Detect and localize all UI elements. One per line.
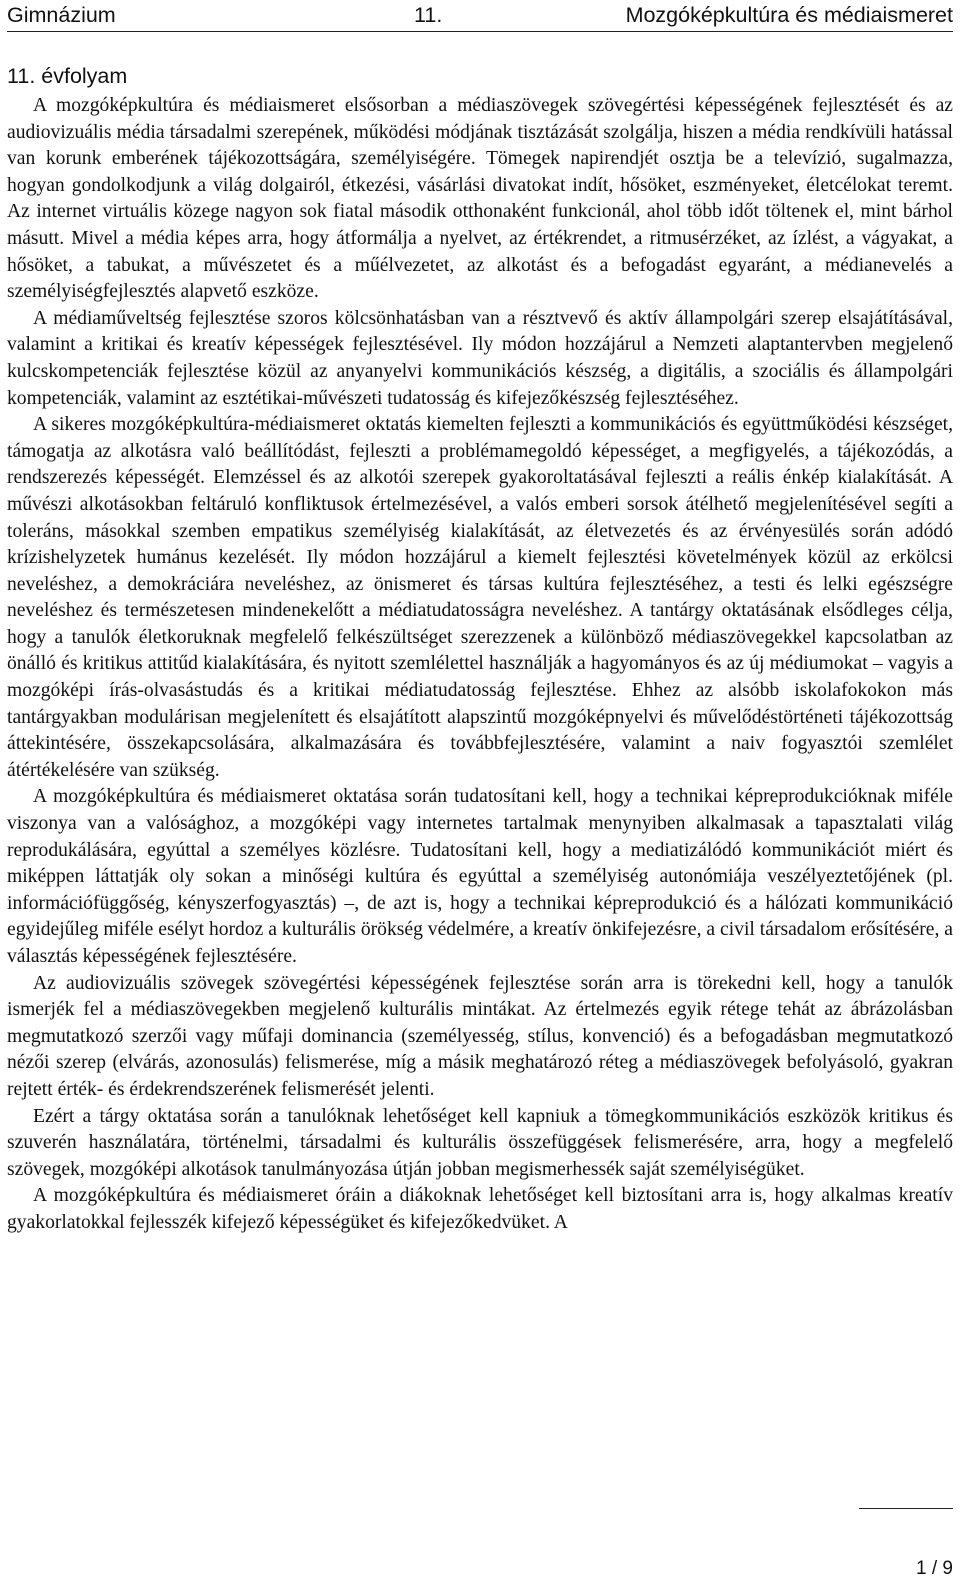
section-heading: 11. évfolyam [7, 64, 128, 88]
page-number: 1 / 9 [916, 1558, 953, 1579]
body-text [7, 93, 953, 1237]
paragraph-media-literacy: A médiaműveltség fejlesztése szoros kölcsönhatásban van a résztvevő és aktív állampolgári szerep elsajátításával, valamint a kritikai és kreatív képességek fejlesztésével. Ily módon hozzájárul a Nemzeti alaptantervben megjelenő kulcskompetenciák fejlesztése közül az anyanyelvi kommunikációs készség, a digitális, a szociális és állampolgári kompetenciák, valamint az esztétikai-művészeti tudatosság és kifejezőkészség fejlesztéséhez. [7, 307, 953, 409]
footer-divider [859, 1508, 953, 1509]
header-school-type: Gimnázium [7, 3, 116, 27]
document-page [7, 0, 953, 1588]
paragraph-teaching-goals: A sikeres mozgóképkultúra-médiaismeret oktatás kiemelten fejleszti a kommunikációs és együttműködési készséget, támogatja az alkotásra való beállítódást, fejleszti a problémamegoldó képességet, a megfigyelés, a tájékozódás, a rendszerezés képességét. Elemzéssel és az alkotói szerepek gyakoroltatásával fejleszti a reális énkép kialakítását. A művészi alkotásokban feltáruló konfliktusok értelmezésével, a valós emberi sorsok átélhető megjelenítésével segíti a toleráns, másokkal szemben empatikus személyiség kialakítását, az életvezetés és az érvényesülés során adódó krízishelyzetek humánus kezelését. Ily módon hozzájárul a kiemelt fejlesztési követelmények közül az erkölcsi neveléshez, a demokráciára neveléshez, az önismeret és társas kultúra fejlesztéséhez, a testi és lelki egészségre neveléshez és természetesen mindenekelőtt a médiatudatosságra neveléshez. A tantárgy oktatásának elsődleges célja, hogy a tanulók életkoruknak megfelelő felkészültséget szerezzenek a különböző médiaszövegekkel kapcsolatban az önálló és kritikus attitűd kialakítására, és nyitott szemlélettel használják a hagyományos és az új médiumokat – vagyis a mozgóképi írás-olvasástudás és a kritikai médiatudatosság fejlesztése. Ehhez az alsóbb iskolafokokon más tantárgyakban modulárisan megjelenített és elsajátított alapszintű mozgóképnyelvi és művelődéstörténeti tájékozottság áttekintésére, összekapcsolására, alkalmazására és továbbfejlesztésére, valamint a naiv fogyasztói szemlélet átértékelésére van szükség. [7, 414, 953, 781]
paragraph-reproduction: A mozgóképkultúra és médiaismeret oktatása során tudatosítani kell, hogy a technikai képreprodukcióknak miféle viszonya van a valósághoz, a mozgóképi vagy internetes tartalmak menynyiben alkalmasak a tapasztalati világ reprodukálására, egyúttal a személyes közlésre. Tudatosítani kell, hogy a mediatizálódó kommunikációt miért és miképpen láttatják oly sokan a minőségi kultúra és egyúttal a személyiség autonómiája veszélyeztetőjének (pl. információfüggőség, kényszerfogyasztás) –, de azt is, hogy a technikai képreprodukció és a hálózati kommunikáció egyidejűleg miféle esélyt hordoz a kulturális örökség védelmére, a kreatív önkifejezésre, a civil társadalom erősítésére, a választás képességének fejlesztésére. [7, 786, 953, 967]
header-grade: 11. [414, 3, 443, 27]
paragraph-critical-use: Ezért a tárgy oktatása során a tanulóknak lehetőséget kell kapniuk a tömegkommunikációs eszközök kritikus és szuverén használatára, történelmi, társadalmi és kulturális összefüggések felismerésére, arra, hogy a megfelelő szövegek, mozgóképi alkotások tanulmányozása útján jobban megismerhessék saját személyiségüket. [7, 1105, 953, 1180]
header-subject: Mozgóképkultúra és médiaismeret [625, 3, 953, 27]
paragraph-creative-practice: A mozgóképkultúra és médiaismeret óráin a diákoknak lehetőséget kell biztosítani arra is, hogy alkalmas kreatív gyakorlatokkal fejlesszék kifejező képességüket és kifejezőkedvüket. A [7, 1185, 953, 1233]
running-header [7, 0, 953, 30]
header-divider [7, 31, 953, 32]
paragraph-intro: A mozgóképkultúra és médiaismeret elsősorban a médiaszövegek szövegértési képességének fejlesztését és az audiovizuális média társadalmi szerepének, működési módjának tisztázását szolgálja, hiszen a média rendkívüli hatással van korunk emberének tájékozottságára, személyiségére. Tömegek napirendjét osztja be a televízió, sugalmazza, hogyan gondolkodjunk a világ dolgairól, étkezési, vásárlási divatokat indít, hősöket, eszményeket, életcélokat teremt. Az internet virtuális közege nagyon sok fiatal második otthonaként funkcionál, ahol több időt töltenek el, mint bárhol másutt. Mivel a média képes arra, hogy átformálja a nyelvet, az értékrendet, a ritmusérzéket, az ízlést, a vágyakat, a hősöket, a tabukat, a művészetet és a műélvezetet, az alkotást és a befogadást egyaránt, a médianevelés a személyiségfejlesztés alapvető eszköze. [7, 95, 953, 303]
paragraph-cultural-patterns: Az audiovizuális szövegek szövegértési képességének fejlesztése során arra is törekedni kell, hogy a tanulók ismerjék fel a médiaszövegekben megjelenő kulturális mintákat. Az értelmezés egyik rétege tehát az ábrázolásban megmutatkozó szerzői vagy műfaji dominancia (személyesség, stílus, konvenció) és a befogadásban megmutatkozó nézői szerep (elvárás, azonosulás) felismerése, míg a másik meghatározó réteg a médiaszövegek befolyásoló, gyakran rejtett érték- és érdekrendszerének felismerését jelenti. [7, 972, 953, 1100]
